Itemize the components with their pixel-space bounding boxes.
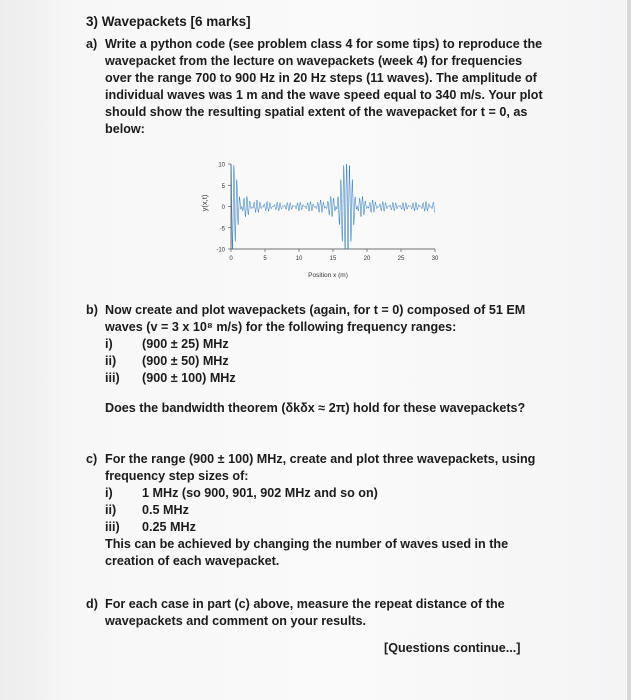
list-item bbox=[105, 353, 545, 370]
questions-continue-note: [Questions continue...] bbox=[384, 641, 521, 655]
part-c-line-2: frequency step sizes of: bbox=[105, 469, 249, 483]
list-roman: i) bbox=[105, 486, 113, 500]
list-item bbox=[105, 336, 545, 353]
x-tick-label: 10 bbox=[295, 256, 303, 262]
list-roman: iii) bbox=[105, 520, 120, 534]
list-roman: ii) bbox=[105, 354, 117, 368]
y-axis-label: y(x,t) bbox=[200, 194, 209, 212]
part-d-line-2: wavepackets and comment on your results. bbox=[105, 614, 367, 628]
part-c-marker: c) bbox=[86, 452, 98, 466]
part-c-line-3: This can be achieved by changing the number of waves used in the bbox=[105, 537, 509, 551]
part-b-line-1: Now create and plot wavepackets (again, for t = 0) composed of 51 EM bbox=[105, 303, 526, 317]
list-text: 0.25 MHz bbox=[142, 520, 196, 534]
x-tick-label: 30 bbox=[431, 256, 439, 262]
list-item bbox=[105, 519, 545, 536]
part-a-line: should show the resulting spatial extent of the wavepacket for t = 0, as bbox=[105, 105, 528, 119]
x-tick-label: 5 bbox=[263, 256, 267, 262]
y-tick-label: 5 bbox=[221, 183, 225, 190]
wavepacket-plot bbox=[195, 156, 445, 281]
list-roman: i) bbox=[105, 337, 113, 351]
list-item bbox=[105, 485, 545, 502]
part-d-text bbox=[105, 596, 545, 630]
list-text: (900 ± 100) MHz bbox=[142, 371, 236, 385]
part-b-line-2: waves (v = 3 x 10⁸ m/s) for the following frequency ranges: bbox=[105, 320, 457, 334]
part-c-text bbox=[105, 451, 545, 570]
part-a-text bbox=[105, 36, 543, 138]
list-text: 0.5 MHz bbox=[142, 503, 189, 517]
part-a-line: below: bbox=[105, 122, 145, 136]
part-b-text bbox=[105, 302, 545, 417]
list-text: (900 ± 25) MHz bbox=[142, 337, 229, 351]
y-tick-label: 10 bbox=[218, 162, 225, 169]
x-tick-label: 25 bbox=[397, 256, 405, 262]
list-roman: iii) bbox=[105, 371, 120, 385]
list-text: (900 ± 50) MHz bbox=[142, 354, 229, 368]
x-tick-label: 15 bbox=[329, 256, 337, 262]
part-a-line: Write a python code (see problem class 4 for some tips) to reproduce the bbox=[105, 37, 543, 51]
part-b-marker: b) bbox=[86, 303, 98, 317]
part-c-line-1: For the range (900 ± 100) MHz, create and plot three wavepackets, using bbox=[105, 452, 536, 466]
y-tick-label: 0 bbox=[221, 205, 225, 211]
part-a-line: individual waves was 1 m and the wave speed equal to 340 m/s. Your plot bbox=[105, 88, 543, 102]
list-item bbox=[105, 502, 545, 519]
part-a-line: wavepacket from the lecture on wavepackets (week 4) for frequencies bbox=[105, 54, 523, 68]
part-a-marker: a) bbox=[86, 37, 98, 51]
list-item bbox=[105, 370, 545, 387]
part-b-question: Does the bandwidth theorem (δkδx ≈ 2π) hold for these wavepackets? bbox=[105, 401, 526, 415]
y-tick-label: -5 bbox=[219, 226, 225, 233]
part-d-marker: d) bbox=[86, 597, 98, 611]
wavepacket-series-line bbox=[231, 164, 435, 249]
x-axis-label: Position x (m) bbox=[308, 272, 348, 279]
part-c-line-4: creation of each wavepacket. bbox=[105, 554, 280, 568]
x-tick-label: 0 bbox=[229, 256, 233, 262]
y-tick-label: -10 bbox=[216, 247, 225, 254]
list-text: 1 MHz (so 900, 901, 902 MHz and so on) bbox=[142, 486, 378, 500]
part-d-line-1: For each case in part (c) above, measure the repeat distance of the bbox=[105, 597, 505, 611]
part-a-line: over the range 700 to 900 Hz in 20 Hz steps (11 waves). The amplitude of bbox=[105, 71, 537, 85]
wavepacket-chart-svg bbox=[195, 156, 445, 281]
list-roman: ii) bbox=[105, 503, 117, 517]
question-title: 3) Wavepackets [6 marks] bbox=[86, 14, 251, 29]
x-tick-label: 20 bbox=[363, 256, 371, 262]
